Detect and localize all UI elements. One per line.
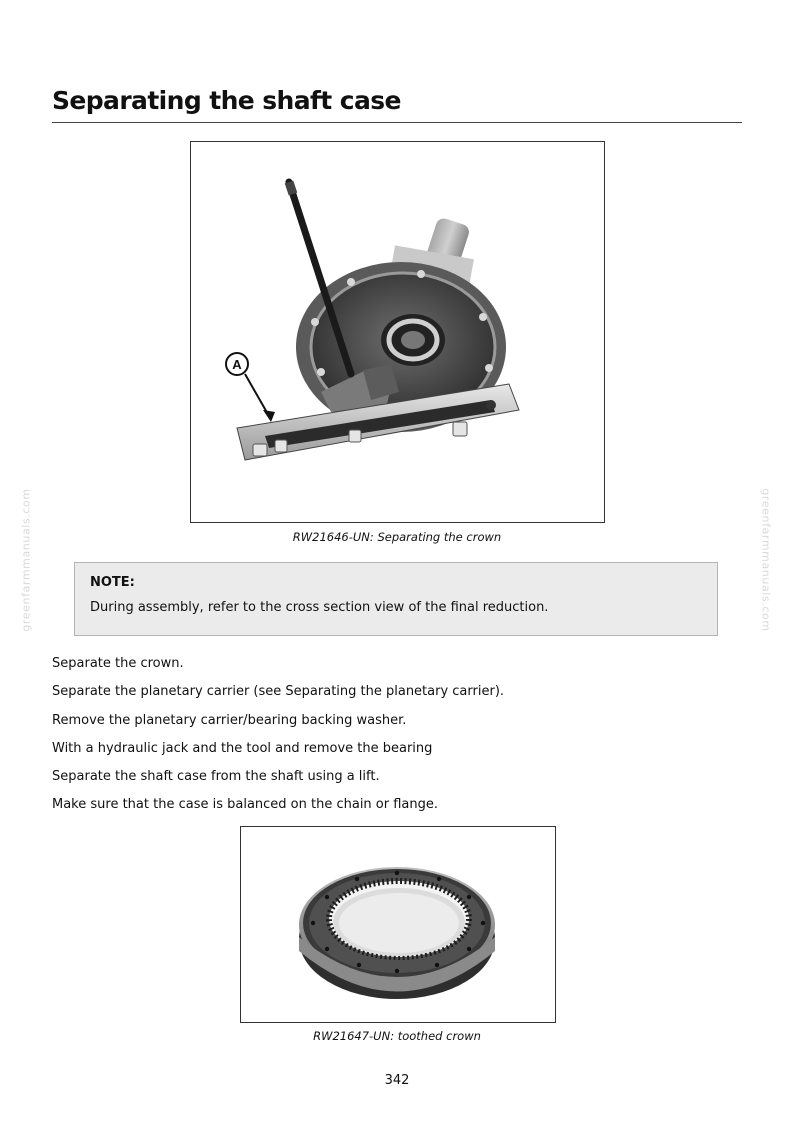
note-title: NOTE: <box>90 575 135 590</box>
title-rule <box>52 122 742 123</box>
note-text: During assembly, refer to the cross section view of the final reduction. <box>90 600 549 615</box>
procedure-steps <box>52 655 504 825</box>
page-title: Separating the shaft case <box>52 86 401 115</box>
page-number: 342 <box>384 1073 410 1088</box>
watermark-left: greenfarmmanuals.com <box>19 488 33 632</box>
shaft-case-photo <box>191 142 604 522</box>
step-item: Separate the shaft case from the shaft using a lift. <box>52 769 380 785</box>
step-item: With a hydraulic jack and the tool and remove the bearing <box>52 740 433 756</box>
figure-caption-2: RW21647-UN: toothed crown <box>313 1029 481 1043</box>
callout-label: A <box>232 357 242 372</box>
ring-gear-photo <box>241 827 555 1022</box>
step-item: Remove the planetary carrier/bearing backing washer. <box>52 712 407 728</box>
figure-caption-1: RW21646-UN: Separating the crown <box>292 530 502 544</box>
step-item: Separate the crown. <box>52 656 184 671</box>
step-item: Separate the planetary carrier (see Separating the planetary carrier). <box>52 684 505 700</box>
figure-separating-crown <box>190 141 605 523</box>
note-box <box>74 562 718 636</box>
watermark-right: greenfarmmanuals.com <box>759 488 773 632</box>
step-item: Make sure that the case is balanced on the chain or flange. <box>52 797 439 813</box>
figure-toothed-crown <box>240 826 556 1023</box>
